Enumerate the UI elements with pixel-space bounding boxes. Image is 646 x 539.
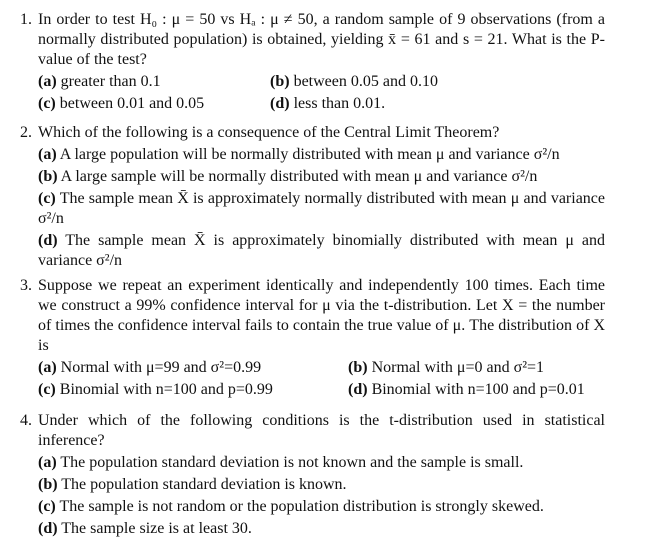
option-d: (d) Binomial with n=100 and p=0.01 — [348, 381, 585, 398]
question-text: Suppose we repeat an experiment identically and independently 100 times. Each time we construct a 99% confidence interval for μ via the t-distribution. Let X = the number of times the confidence interval fails to contain the true value of μ. The distribution of X is — [38, 277, 605, 354]
question-1 — [20, 10, 606, 114]
option-a: (a) Normal with μ=99 and σ²=0.99 — [38, 359, 262, 376]
option-b: (b) The population standard deviation is known. — [38, 476, 347, 493]
question-number: 3. — [20, 277, 32, 294]
option-a: (a) A large population will be normally distributed with mean μ and variance σ²/n — [38, 146, 560, 163]
question-number: 2. — [20, 124, 32, 141]
question-number: 4. — [20, 412, 32, 429]
question-4 — [20, 411, 606, 539]
option-b: (b) between 0.05 and 0.10 — [270, 73, 438, 90]
question-text: Which of the following is a consequence of the Central Limit Theorem? — [38, 124, 500, 141]
option-d: (d) less than 0.01. — [270, 95, 386, 112]
option-a: (a) The population standard deviation is not known and the sample is small. — [38, 454, 524, 471]
option-c: (c) The sample is not random or the population distribution is strongly skewed. — [38, 498, 544, 515]
option-d: (d) The sample mean X̄ is approximately binomially distributed with mean μ and variance σ²/n — [38, 232, 605, 269]
option-b: (b) A large sample will be normally distributed with mean μ and variance σ²/n — [38, 168, 538, 185]
question-text: In order to test H₀ : μ = 50 vs Hₐ : μ ≠ 50, a random sample of 9 observations (from a normally distributed population) is obtained, yielding x̄ = 61 and s = 21. What is the P-value of the test? — [38, 11, 605, 68]
option-a: (a) greater than 0.1 — [38, 73, 161, 90]
option-c: (c) The sample mean X̄ is approximately normally distributed with mean μ and variance σ²/n — [38, 190, 605, 227]
question-number: 1. — [20, 11, 32, 28]
question-3 — [20, 276, 606, 400]
option-d: (d) The sample size is at least 30. — [38, 520, 252, 537]
question-text: Under which of the following conditions is the t-distribution used in statistical inference? — [38, 412, 605, 449]
question-2 — [20, 123, 606, 271]
option-c: (c) Binomial with n=100 and p=0.99 — [38, 381, 273, 398]
option-b: (b) Normal with μ=0 and σ²=1 — [348, 359, 545, 376]
option-c: (c) between 0.01 and 0.05 — [38, 95, 205, 112]
